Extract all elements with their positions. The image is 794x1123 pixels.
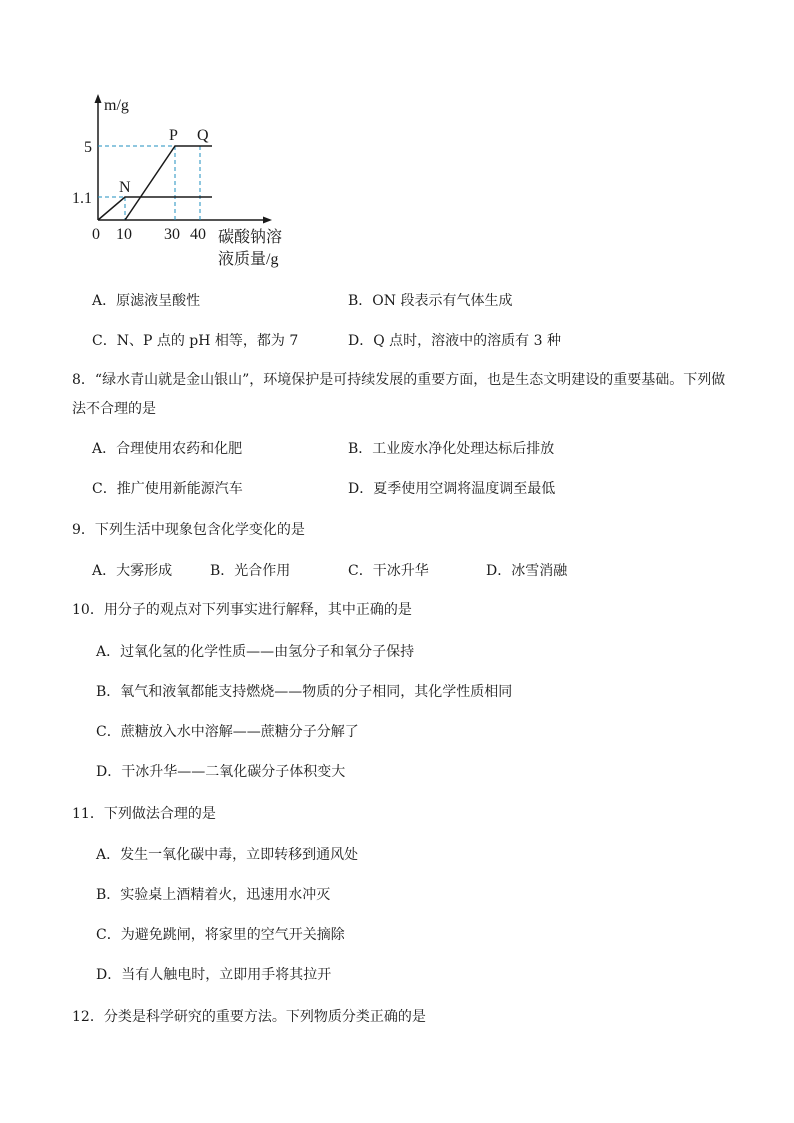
mass-graph xyxy=(60,90,320,280)
q12-stem: 12．分类是科学研究的重要方法。下列物质分类正确的是 xyxy=(72,1009,426,1025)
q8-option-d[interactable]: D．夏季使用空调将温度调至最低 xyxy=(348,481,556,497)
q9-option-a[interactable]: A．大雾形成 xyxy=(92,563,173,579)
point-label-n: N xyxy=(119,179,131,196)
x-axis-label-line-2: 液质量/g xyxy=(218,251,279,268)
q11-option-d[interactable]: D．当有人触电时，立即用手将其拉开 xyxy=(96,967,332,983)
gas-curve xyxy=(98,197,212,220)
point-label-q: Q xyxy=(197,127,209,144)
precipitate-curve xyxy=(125,146,212,220)
q7-option-b[interactable]: B．ON 段表示有气体生成 xyxy=(348,293,513,309)
point-label-p: P xyxy=(169,127,178,144)
x-axis-arrow xyxy=(263,217,272,224)
q8-option-b[interactable]: B．工业废水净化处理达标后排放 xyxy=(348,441,555,457)
q10-stem: 10．用分子的观点对下列事实进行解释，其中正确的是 xyxy=(72,602,412,618)
x-tick-30: 30 xyxy=(164,226,180,243)
q10-option-a[interactable]: A．过氧化氢的化学性质——由氢分子和氧分子保持 xyxy=(96,644,415,660)
q9-option-d[interactable]: D．冰雪消融 xyxy=(486,563,568,579)
q9-stem: 9．下列生活中现象包含化学变化的是 xyxy=(72,522,305,538)
q8-stem: 8．“绿水青山就是金山银山”，环境保护是可持续发展的重要方面，也是生态文明建设的重要基础。下列做法不合理的是 xyxy=(72,372,726,417)
q11-option-c[interactable]: C．为避免跳闸，将家里的空气开关摘除 xyxy=(96,927,345,943)
q8-option-a[interactable]: A．合理使用农药和化肥 xyxy=(92,441,243,457)
x-tick-40: 40 xyxy=(190,226,206,243)
q8-option-c[interactable]: C．推广使用新能源汽车 xyxy=(92,481,243,497)
q10-option-d[interactable]: D．干冰升华——二氧化碳分子体积变大 xyxy=(96,764,346,780)
q7-option-c[interactable]: C．N、P 点的 pH 相等，都为 7 xyxy=(92,333,299,349)
q10-option-b[interactable]: B．氧气和液氧都能支持燃烧——物质的分子相同，其化学性质相同 xyxy=(96,684,513,700)
y-axis-arrow xyxy=(95,94,102,103)
x-axis-label-line-1: 碳酸钠溶 xyxy=(218,229,283,246)
y-axis-label: m/g xyxy=(104,97,129,114)
x-tick-0: 0 xyxy=(92,226,100,243)
q11-option-b[interactable]: B．实验桌上酒精着火，迅速用水冲灭 xyxy=(96,887,331,903)
q7-option-d[interactable]: D．Q 点时，溶液中的溶质有 3 种 xyxy=(348,333,561,349)
q11-option-a[interactable]: A．发生一氧化碳中毒，立即转移到通风处 xyxy=(96,847,359,863)
q9-option-c[interactable]: C．干冰升华 xyxy=(348,563,429,579)
y-tick-5: 5 xyxy=(84,139,92,156)
q10-option-c[interactable]: C．蔗糖放入水中溶解——蔗糖分子分解了 xyxy=(96,724,359,740)
q9-option-b[interactable]: B．光合作用 xyxy=(210,563,291,579)
q11-stem: 11．下列做法合理的是 xyxy=(72,806,216,822)
q7-option-a[interactable]: A．原滤液呈酸性 xyxy=(92,293,201,309)
x-tick-10: 10 xyxy=(116,226,132,243)
y-tick-1-1: 1.1 xyxy=(72,190,92,207)
